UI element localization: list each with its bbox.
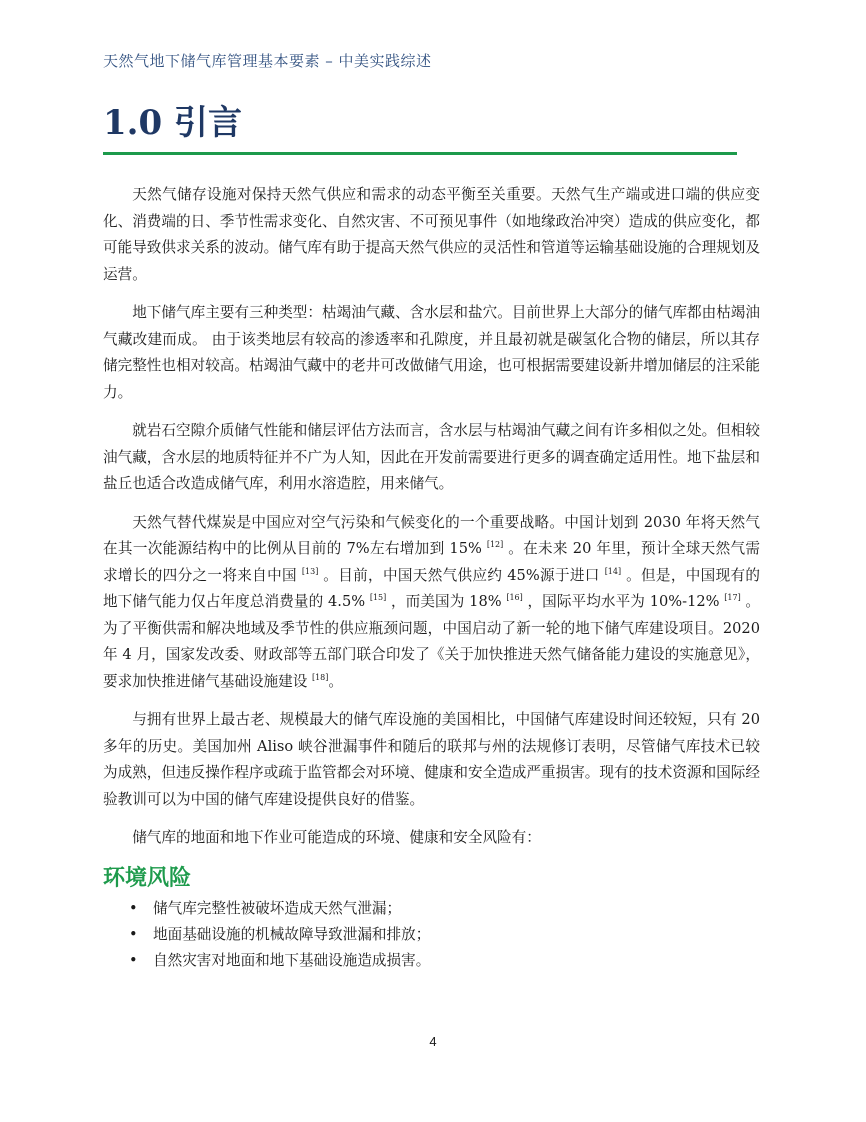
citation-18: [18]	[311, 672, 329, 682]
citation-17: [17]	[724, 593, 741, 602]
chapter-title-underline	[103, 152, 737, 155]
section-heading-environmental-risk: 环境风险	[103, 865, 192, 891]
citation-13: [13]	[301, 566, 319, 576]
chapter-heading-block	[103, 97, 737, 155]
text-segment: 。在未来 20 年里，预计全球天然气需求增长的四分之一将来自中国	[103, 540, 760, 584]
bullet-icon: •	[129, 899, 138, 917]
citation-16: [16]	[506, 593, 523, 602]
paragraph-risk-intro: 储气库的地面和地下作业可能造成的环境、健康和安全风险有：	[132, 829, 541, 846]
citation-14: [14]	[604, 566, 622, 576]
running-header: 天然气地下储气库管理基本要素 – 中美实践综述	[103, 52, 432, 70]
risk-bullet-list	[103, 896, 760, 974]
list-item-text: 储气库完整性被破坏造成天然气泄漏；	[153, 899, 402, 917]
paragraph-storage-types: 地下储气库主要有三种类型：枯竭油气藏、含水层和盐穴。目前世界上大部分的储气库都由枯竭油气藏改建而成。 由于该类地层有较高的渗透率和孔隙度，并且最初就是碳氢化合物的储层，所以其存储完整性也相对较高。枯竭油气藏中的老井可改做储气用途，也可根据需要建设新井增加储层的注采能力。	[103, 304, 760, 401]
list-item-text: 自然灾害对地面和地下基础设施造成损害。	[153, 951, 431, 969]
citation-15: [15]	[369, 593, 387, 602]
list-item	[129, 896, 760, 922]
text-segment: ，国际平均水平为 10%-12%	[522, 593, 725, 610]
list-item-text: 地面基础设施的机械故障导致泄漏和排放；	[153, 925, 431, 943]
page-body	[103, 182, 760, 974]
bullet-icon: •	[129, 925, 138, 943]
text-segment: 。目前，中国天然气供应约 45%源于进口	[318, 566, 605, 584]
paragraph-storage-importance: 天然气储存设施对保持天然气供应和需求的动态平衡至关重要。天然气生产端或进口端的供应变化、消费端的日、季节性需求变化、自然灾害、不可预见事件（如地缘政治冲突）造成的供应变化，都可能导致供求关系的波动。储气库有助于提高天然气供应的灵活性和管道等运输基础设施的合理规划及运营。	[103, 186, 760, 283]
chapter-title: 1.0 引言	[103, 103, 242, 143]
page-number: 4	[429, 1034, 437, 1049]
paragraph-aquifers-salt: 就岩石空隙介质储气性能和储层评估方法而言，含水层与枯竭油气藏之间有许多相似之处。但相较油气藏，含水层的地质特征并不广为人知，因此在开发前需要进行更多的调查确定适用性。地下盐层和盐丘也适合改造成储气库，利用水溶造腔，用来储气。	[103, 422, 760, 492]
text-segment: 。为了平衡供需和解决地域及季节性的供应瓶颈问题，中国启动了新一轮的地下储气库建设项目。2020 年 4 月，国家发改委、财政部等五部门联合印发了《关于加快推进天然气储备能力建设的实施意见》，要求加快推进储气基础设施建设	[103, 593, 761, 690]
text-segment: ，而美国为 18%	[386, 593, 507, 610]
paragraph-us-comparison: 与拥有世界上最古老、规模最大的储气库设施的美国相比，中国储气库建设时间还较短，只有 20 多年的历史。美国加州 Aliso 峡谷泄漏事件和随后的联邦与州的法规修订表明，尽管储气库技术已较为成熟，但违反操作程序或疏于监管都会对环境、健康和安全造成严重损害。现有的技术资源和国际经验教训可以为中国的储气库建设提供良好的借鉴。	[103, 711, 760, 808]
paragraph-china-strategy	[103, 510, 760, 696]
text-segment: 天然气替代煤炭是中国应对空气污染和气候变化的一个重要战略。中国计划到 2030 年将天然气在其一次能源结构中的比例从目前的 7%左右增加到 15%	[103, 513, 760, 557]
list-item	[129, 922, 760, 948]
bullet-icon: •	[129, 951, 138, 969]
text-segment: 。但是，中国现有的地下储气能力仅占年度总消费量的 4.5%	[103, 566, 761, 610]
citation-12: [12]	[486, 540, 504, 549]
list-item	[129, 948, 760, 974]
text-segment: 。	[328, 672, 343, 690]
